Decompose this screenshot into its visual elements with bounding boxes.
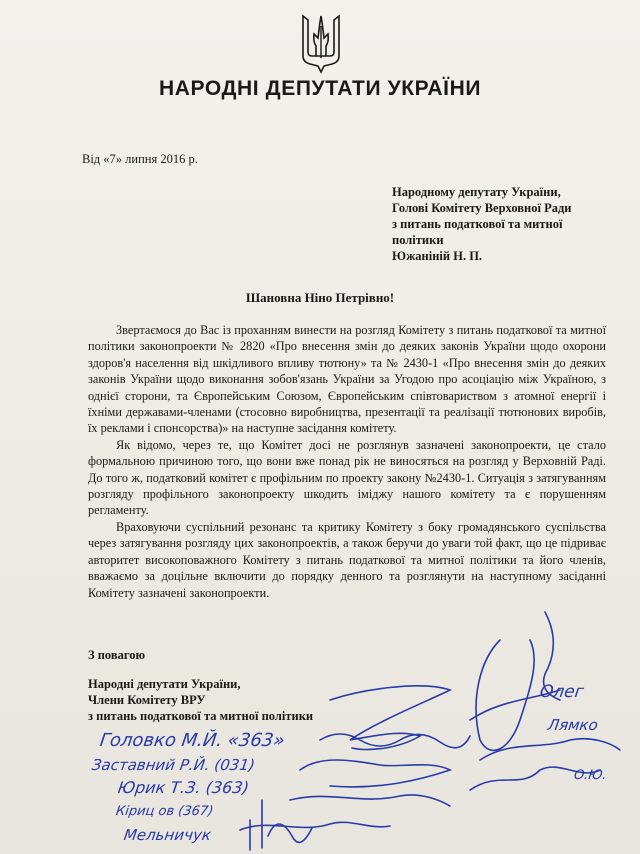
signature-scribble <box>290 795 450 806</box>
handwritten-name: Юрик Т.З. (363) <box>116 778 251 797</box>
salutation: Шановна Ніно Петрівно! <box>245 290 395 305</box>
letterhead-title: НАРОДНІ ДЕПУТАТИ УКРАЇНИ <box>158 77 482 100</box>
body-paragraph: Враховуючи суспільний резонанс та критику Комітету з боку громадянського суспільства через затягування розгляду цих законопроектів, а також беручи до уваги той факт, що це підриває авторитет високоповажного Комітету з питань податкової та митної політики та його членів, вважаємо за доцільне включити до порядку денного та розглянути на наступному засіданні Комітету зазначені законопроекти. <box>88 519 606 600</box>
handwritten-name: Кіриц ов (367) <box>114 804 215 819</box>
body-paragraph: Звертаємося до Вас із проханням винести на розгляд Комітету з питань податкової та митної політики законопроекти № 2820 «Про внесення змін до деяких законів України щодо охорони здоров'я населення від шкідливого впливу тютюну» та № 2430-1 «Про внесення змін до деяких законів України щодо виконання зобов'язань України за Угодою про асоціацію між Україною, з однієї сторони, та Європейським Союзом, Європейським співтовариством з атомної енергії і їхніми державами-членами (стосовно виробництва, презентації та реалізації тютюнових виробів, їх реклами і спонсорства)» на наступне засідання комітету. <box>88 323 606 436</box>
signature-line: Члени Комітету ВРУ <box>88 693 206 707</box>
addressee-line: з питань податкової та митної <box>392 217 563 231</box>
closing-phrase: З повагою <box>88 648 146 662</box>
addressee-line: Голові Комітету Верховної Ради <box>392 201 572 215</box>
signature-scribble <box>240 822 390 830</box>
letter-body <box>88 322 606 601</box>
signature-scribble <box>476 640 534 750</box>
addressee-line: Народному депутату України, <box>392 185 561 199</box>
handwritten-name: Лямко <box>546 716 600 734</box>
signature-block <box>88 676 313 724</box>
handwritten-name: Заставний Р.Й. (031) <box>90 756 257 774</box>
handwritten-name: Головко М.Й. «363» <box>98 730 286 751</box>
addressee-line: політики <box>392 233 444 247</box>
handwritten-name: О.Ю. <box>572 768 608 783</box>
letter-date: Від «7» липня 2016 р. <box>82 152 198 166</box>
signature-scribble <box>480 739 620 760</box>
signature-scribble <box>268 824 312 842</box>
handwritten-name: Олег <box>538 682 586 702</box>
signature-scribble <box>300 760 450 787</box>
signature-line: Народні депутати України, <box>88 677 241 691</box>
body-paragraph: Як відомо, через те, що Комітет досі не розглянув зазначені законопроекти, це стало формальною причиною того, що вони вже понад рік не виносяться на розгляд у Верховній Раді. До того ж, податковий комітет є профільним по проекту закону №2430-1. Ситуація з затягуванням розгляду профільного законопроекту шкодить іміджу нашого комітету та є порушенням регламенту. <box>88 437 606 518</box>
handwritten-name: Мельничук <box>122 826 213 844</box>
addressee-name: Южаніній Н. П. <box>392 249 483 263</box>
signature-scribble <box>330 686 450 750</box>
trident-emblem-icon <box>300 12 342 74</box>
addressee-block <box>392 184 622 264</box>
signature-line: з питань податкової та митної політики <box>88 709 314 723</box>
signature-scribble <box>250 800 262 850</box>
signature-scribble <box>320 734 470 748</box>
